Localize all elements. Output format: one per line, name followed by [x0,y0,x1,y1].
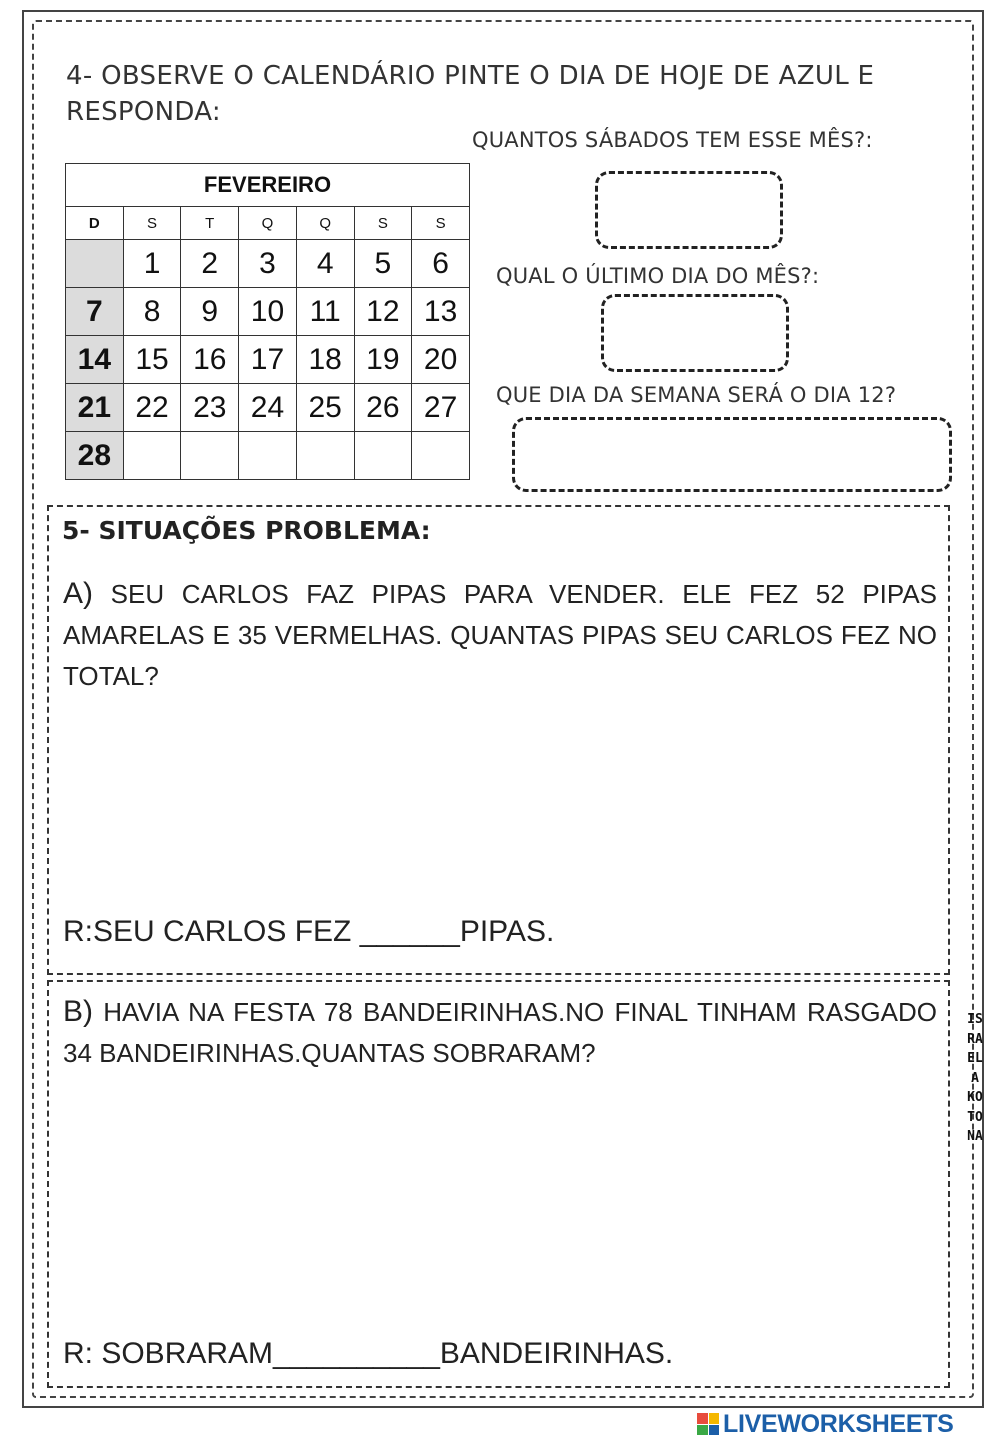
calendar-day-cell[interactable]: 17 [239,336,297,384]
problem-b-statement: HAVIA NA FESTA 78 BANDEIRINHAS.NO FINAL TINHAM RASGADO 34 BANDEIRINHAS.QUANTAS SOBRARAM? [63,997,937,1068]
weekday-header: Q [239,207,297,240]
calendar-day-cell[interactable]: 26 [354,384,412,432]
calendar-day-cell[interactable]: 10 [239,288,297,336]
calendar-day-cell[interactable]: 12 [354,288,412,336]
calendar-day-cell[interactable]: 27 [412,384,470,432]
weekday-header: S [412,207,470,240]
calendar-day-cell[interactable]: 13 [412,288,470,336]
calendar-day-cell[interactable] [239,432,297,480]
calendar-day-cell[interactable]: 25 [296,384,354,432]
problem-b-text [63,991,937,1074]
calendar-day-cell[interactable] [66,240,124,288]
weekday-header: S [123,207,181,240]
calendar-day-cell[interactable]: 24 [239,384,297,432]
problem-a-statement: SEU CARLOS FAZ PIPAS PARA VENDER. ELE FEZ 52 PIPAS AMARELAS E 35 VERMELHAS. QUANTAS PIPAS SEU CARLOS FEZ NO TOTAL? [63,579,937,691]
calendar-day-cell[interactable]: 3 [239,240,297,288]
liveworksheets-logo [697,1408,954,1440]
calendar-day-cell[interactable]: 9 [181,288,239,336]
calendar-day-cell[interactable]: 6 [412,240,470,288]
weekday-header: T [181,207,239,240]
question-weekday-label: QUE DIA DA SEMANA SERÁ O DIA 12? [496,383,897,407]
liveworksheets-logo-text: LIVEWORKSHEETS [723,1409,954,1438]
calendar-day-cell[interactable]: 28 [66,432,124,480]
answer-box-saturdays[interactable] [595,171,783,249]
calendar-week-row [66,384,470,432]
calendar-weekday-row [66,207,470,240]
calendar-day-cell[interactable]: 21 [66,384,124,432]
calendar-day-cell[interactable] [412,432,470,480]
calendar-month-title: FEVEREIRO [66,164,470,207]
calendar-day-cell[interactable]: 19 [354,336,412,384]
calendar-week-row [66,288,470,336]
calendar-week-row [66,432,470,480]
question-5-title: 5- SITUAÇÕES PROBLEMA: [62,516,431,545]
calendar-day-cell[interactable]: 2 [181,240,239,288]
liveworksheets-logo-icon [697,1413,719,1435]
weekday-header: S [354,207,412,240]
calendar-day-cell[interactable]: 15 [123,336,181,384]
calendar-day-cell[interactable]: 18 [296,336,354,384]
calendar-day-cell[interactable] [296,432,354,480]
calendar-day-cell[interactable]: 16 [181,336,239,384]
calendar-day-cell[interactable] [181,432,239,480]
calendar-february [65,163,470,480]
answer-box-last-day[interactable] [601,294,789,372]
problem-a-response[interactable]: R:SEU CARLOS FEZ ______PIPAS. [63,915,555,948]
question-last-day-label: QUAL O ÚLTIMO DIA DO MÊS?: [496,264,820,288]
question-saturdays-label: QUANTOS SÁBADOS TEM ESSE MÊS?: [472,128,873,152]
calendar-day-cell[interactable]: 4 [296,240,354,288]
calendar-day-cell[interactable]: 8 [123,288,181,336]
author-vertical-text: ISRAELA KOTONA [967,1012,987,1144]
weekday-header: D [66,207,124,240]
calendar-day-cell[interactable] [354,432,412,480]
calendar-day-cell[interactable]: 14 [66,336,124,384]
calendar-day-cell[interactable]: 5 [354,240,412,288]
answer-box-weekday[interactable] [512,417,952,492]
calendar-day-cell[interactable] [123,432,181,480]
calendar-day-cell[interactable]: 1 [123,240,181,288]
question-4-title: 4- OBSERVE O CALENDÁRIO PINTE O DIA DE HOJE DE AZUL E RESPONDA: [66,61,875,127]
problem-a-text [63,573,937,697]
problem-a-letter: A) [63,577,93,610]
problem-b-response[interactable]: R: SOBRARAM__________BANDEIRINHAS. [63,1337,674,1370]
calendar-day-cell[interactable]: 7 [66,288,124,336]
problem-b-letter: B) [63,995,93,1028]
calendar-day-cell[interactable]: 23 [181,384,239,432]
weekday-header: Q [296,207,354,240]
calendar-week-row [66,240,470,288]
calendar-day-cell[interactable]: 22 [123,384,181,432]
calendar-day-cell[interactable]: 20 [412,336,470,384]
calendar-day-cell[interactable]: 11 [296,288,354,336]
calendar-week-row [66,336,470,384]
